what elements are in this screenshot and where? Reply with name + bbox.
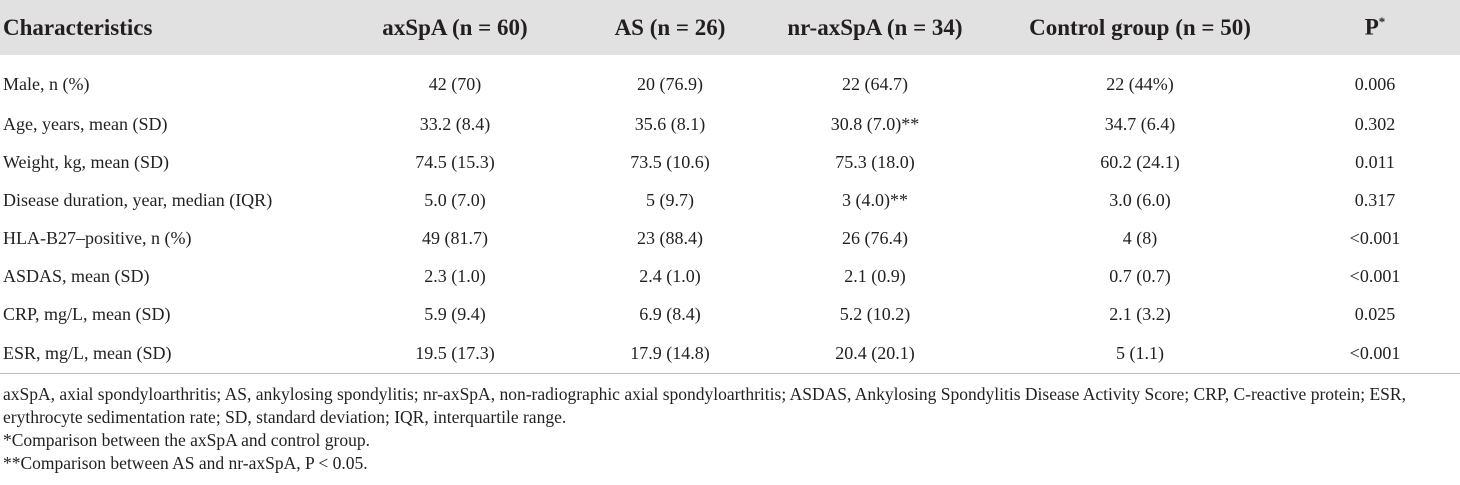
cell-axspa: 49 (81.7) — [422, 227, 488, 248]
table-row — [0, 219, 1460, 257]
cell-p-value: 0.011 — [1355, 151, 1395, 172]
cell-control: 5 (1.1) — [990, 333, 1290, 374]
header-axspa: axSpA (n = 60) — [330, 0, 580, 55]
header-as: AS (n = 26) — [580, 0, 760, 55]
cell-nr-axspa: 3 (4.0)** — [842, 189, 908, 210]
cell-p-value: <0.001 — [1349, 265, 1401, 286]
footnote-abbreviations: axSpA, axial spondyloarthritis; AS, ankylosing spondylitis; nr-axSpA, non-radiographic axial spondyloarthritis; ASDAS, Ankylosing Spondylitis Disease Activity Score; CRP, C-reactive protein; ESR, erythrocyte sedimentation rate; SD, standard deviation; IQR, interquartile range. — [3, 384, 1406, 427]
cell-control: 34.7 (6.4) — [1104, 113, 1176, 134]
cell-as: 17.9 (14.8) — [580, 333, 760, 374]
table-row — [0, 295, 1460, 333]
cell-as: 6.9 (8.4) — [639, 303, 701, 324]
cell-axspa: 5.9 (9.4) — [424, 303, 486, 324]
cell-characteristic: Male, n (%) — [3, 73, 90, 94]
cell-p-value: 0.302 — [1354, 113, 1396, 134]
cell-as: 2.4 (1.0) — [639, 265, 701, 286]
cell-as: 5 (9.7) — [646, 189, 694, 210]
cell-p-value: 0.317 — [1354, 189, 1396, 210]
header-control-group: Control group (n = 50) — [990, 0, 1290, 55]
cell-nr-axspa: 26 (76.4) — [842, 227, 908, 248]
table-row — [0, 257, 1460, 295]
footnote-single-asterisk: *Comparison between the axSpA and control group. — [3, 430, 370, 450]
cell-axspa: 74.5 (15.3) — [415, 151, 495, 172]
table-row — [0, 333, 1460, 374]
cell-p-value: 0.006 — [1354, 73, 1396, 94]
table-header-row — [0, 0, 1460, 55]
table-row — [0, 55, 1460, 105]
header-p-value — [1290, 0, 1460, 55]
table-row — [0, 143, 1460, 181]
cell-control: 4 (8) — [1122, 227, 1158, 248]
cell-axspa: 5.0 (7.0) — [424, 189, 486, 210]
cell-axspa: 19.5 (17.3) — [330, 333, 580, 374]
cell-control: 2.1 (3.2) — [1109, 303, 1171, 324]
cell-characteristic: CRP, mg/L, mean (SD) — [3, 303, 171, 324]
table-row — [0, 181, 1460, 219]
cell-nr-axspa: 30.8 (7.0)** — [830, 113, 920, 134]
cell-characteristic: ESR, mg/L, mean (SD) — [0, 333, 330, 374]
cell-nr-axspa: 5.2 (10.2) — [839, 303, 911, 324]
cell-as: 20 (76.9) — [637, 73, 703, 94]
cell-axspa: 42 (70) — [428, 73, 482, 94]
cell-characteristic: Disease duration, year, median (IQR) — [3, 189, 273, 210]
cell-as: 23 (88.4) — [637, 227, 703, 248]
cell-axspa: 33.2 (8.4) — [419, 113, 491, 134]
cell-control: 22 (44%) — [1106, 73, 1174, 94]
cell-characteristic: Age, years, mean (SD) — [3, 113, 168, 134]
cell-nr-axspa: 22 (64.7) — [842, 73, 908, 94]
header-p-label: P — [1364, 14, 1379, 40]
cell-characteristic: ASDAS, mean (SD) — [3, 265, 150, 286]
cell-p-value: 0.025 — [1354, 303, 1396, 324]
cell-characteristic: Weight, kg, mean (SD) — [3, 151, 170, 172]
cell-axspa: 2.3 (1.0) — [424, 265, 486, 286]
cell-control: 60.2 (24.1) — [1100, 151, 1180, 172]
cell-nr-axspa: 75.3 (18.0) — [835, 151, 915, 172]
cell-characteristic: HLA-B27–positive, n (%) — [3, 227, 192, 248]
header-characteristics: Characteristics — [0, 0, 330, 55]
cell-as: 35.6 (8.1) — [634, 113, 706, 134]
cell-p-value: <0.001 — [1349, 227, 1401, 248]
cell-p-value: <0.001 — [1290, 333, 1460, 374]
cell-nr-axspa: 20.4 (20.1) — [760, 333, 990, 374]
table-row — [0, 105, 1460, 143]
cell-control: 0.7 (0.7) — [1109, 265, 1171, 286]
table-footnotes — [3, 383, 1459, 475]
footnote-double-asterisk: **Comparison between AS and nr-axSpA, P < 0.05. — [3, 453, 368, 473]
cell-control: 3.0 (6.0) — [1109, 189, 1171, 210]
cell-nr-axspa: 2.1 (0.9) — [844, 265, 906, 286]
header-nr-axspa: nr-axSpA (n = 34) — [760, 0, 990, 55]
table-body — [0, 55, 1460, 374]
cell-as: 73.5 (10.6) — [630, 151, 710, 172]
header-p-asterisk: * — [1378, 14, 1386, 30]
